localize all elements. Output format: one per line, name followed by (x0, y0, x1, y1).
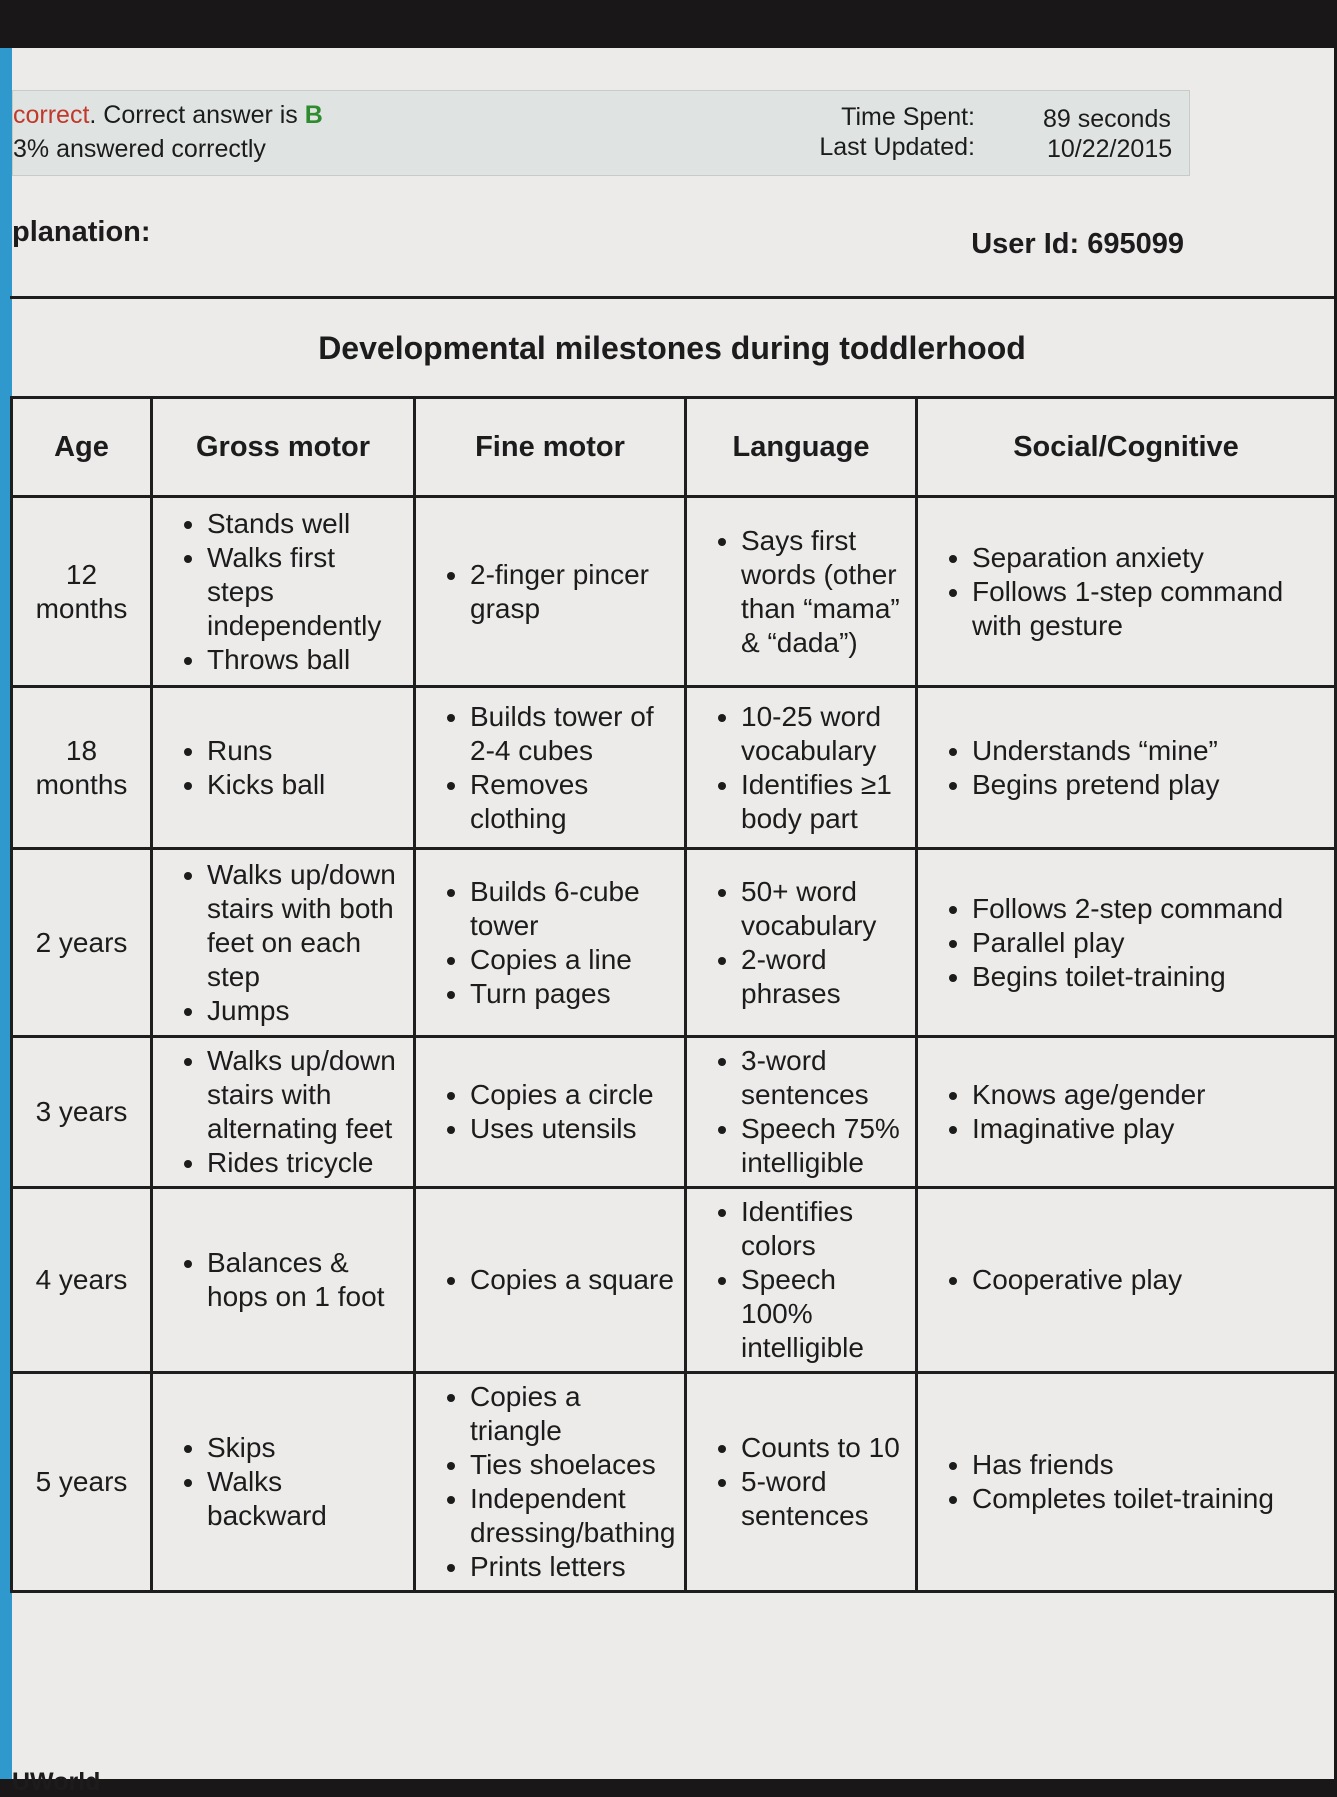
answer-result-bar (12, 90, 1190, 176)
social-cognitive-cell (917, 687, 1336, 849)
header-age: Age (12, 398, 152, 497)
correct-answer-text: . Correct answer is (89, 101, 305, 129)
milestone-item: • Follows 2-step command (972, 892, 1326, 926)
table-title: Developmental milestones during toddlerhood (318, 330, 1026, 366)
social-cognitive-cell (917, 849, 1336, 1037)
language-cell (686, 1188, 917, 1373)
gross-motor-cell (152, 1188, 415, 1373)
fine-motor-cell (415, 1037, 686, 1188)
last-updated-label: Last Updated: (819, 133, 975, 161)
age-cell: 12 months (12, 497, 152, 687)
milestone-item: • Walks up/down stairs with alternating feet (207, 1044, 405, 1146)
milestone-item: • Copies a square (470, 1263, 676, 1297)
language-cell (686, 1373, 917, 1592)
milestone-item: • Copies a triangle (470, 1380, 676, 1448)
explanation-page (0, 48, 1334, 1796)
social-cognitive-cell (917, 497, 1336, 687)
milestone-item: • Walks first steps independently (207, 541, 405, 643)
milestone-item: • Builds 6-cube tower (470, 875, 676, 943)
explanation-heading: planation: (12, 216, 151, 248)
milestone-item: • Parallel play (972, 926, 1326, 960)
milestone-list (434, 875, 676, 1011)
milestone-item: • Ties shoelaces (470, 1448, 676, 1482)
milestone-item: • Cooperative play (972, 1263, 1326, 1297)
milestone-item: • Begins toilet-training (972, 960, 1326, 994)
last-updated-value: 10/22/2015 (1047, 135, 1173, 163)
milestone-list (936, 734, 1326, 802)
milestone-item: • 50+ word vocabulary (741, 875, 907, 943)
milestone-list (936, 1448, 1326, 1516)
language-cell (686, 849, 917, 1037)
language-cell (686, 687, 917, 849)
milestone-list (434, 1380, 676, 1584)
fine-motor-cell (415, 1373, 686, 1592)
milestone-list (705, 875, 907, 1011)
milestone-item: • 2-finger pincer grasp (470, 558, 676, 626)
milestone-item: • Copies a circle (470, 1078, 676, 1112)
milestone-list (171, 1431, 405, 1533)
milestone-item: • Separation anxiety (972, 541, 1326, 575)
milestone-item: • Completes toilet-training (972, 1482, 1326, 1516)
milestone-item: • Rides tricycle (207, 1146, 405, 1180)
language-cell (686, 497, 917, 687)
milestone-item: • Begins pretend play (972, 768, 1326, 802)
social-cognitive-cell (917, 1188, 1336, 1373)
milestone-item: • Knows age/gender (972, 1078, 1326, 1112)
brand-logo-text: UWorld (12, 1768, 101, 1796)
milestone-list (171, 1246, 405, 1314)
milestone-item: • Turn pages (470, 977, 676, 1011)
milestone-list (936, 541, 1326, 643)
section-divider (10, 296, 1334, 299)
milestone-item: • Walks up/down stairs with both feet on each step (207, 858, 405, 994)
milestones-section (10, 296, 1334, 1779)
time-spent-value: 89 seconds (1043, 105, 1171, 133)
result-status: correct (13, 101, 90, 129)
milestone-item: • Throws ball (207, 643, 405, 677)
milestone-item: • Kicks ball (207, 768, 405, 802)
milestone-item: • Counts to 10 (741, 1431, 907, 1465)
milestones-table (10, 396, 1337, 1593)
milestone-list (705, 1195, 907, 1365)
milestone-item: • Identifies ≥1 body part (741, 768, 907, 836)
milestone-item: • Prints letters (470, 1550, 676, 1584)
milestone-item: • Skips (207, 1431, 405, 1465)
milestone-list (936, 1263, 1326, 1297)
milestone-item: • Jumps (207, 994, 405, 1028)
language-cell (686, 1037, 917, 1188)
milestone-item: • Says first words (other than “mama” & “dada”) (741, 524, 907, 660)
milestone-item: • Has friends (972, 1448, 1326, 1482)
correct-answer-letter: B (304, 101, 323, 129)
milestone-item: • Runs (207, 734, 405, 768)
milestone-item: • Builds tower of 2-4 cubes (470, 700, 676, 768)
milestone-list (434, 558, 676, 626)
gross-motor-cell (152, 497, 415, 687)
milestone-list (705, 700, 907, 836)
age-cell: 3 years (12, 1037, 152, 1188)
milestone-item: • Copies a line (470, 943, 676, 977)
header-social-cognitive: Social/Cognitive (917, 398, 1336, 497)
milestone-list (434, 1078, 676, 1146)
milestone-item: • Follows 1-step command with gesture (972, 575, 1326, 643)
milestone-list (434, 700, 676, 836)
milestone-item: • Uses utensils (470, 1112, 676, 1146)
gross-motor-cell (152, 687, 415, 849)
milestone-item: • Speech 75% intelligible (741, 1112, 907, 1180)
age-cell: 18 months (12, 687, 152, 849)
milestone-list (171, 734, 405, 802)
table-row (12, 1037, 1336, 1188)
time-spent-label: Time Spent: (841, 103, 975, 131)
milestone-list (171, 1044, 405, 1180)
social-cognitive-cell (917, 1373, 1336, 1592)
milestone-item: • 3-word sentences (741, 1044, 907, 1112)
milestone-item: • Balances & hops on 1 foot (207, 1246, 405, 1314)
milestone-list (936, 1078, 1326, 1146)
table-row (12, 687, 1336, 849)
milestone-list (171, 858, 405, 1028)
table-header-row (12, 398, 1336, 497)
fine-motor-cell (415, 497, 686, 687)
milestone-item: • Walks backward (207, 1465, 405, 1533)
milestone-item: • Removes clothing (470, 768, 676, 836)
gross-motor-cell (152, 1373, 415, 1592)
milestone-item: • Imaginative play (972, 1112, 1326, 1146)
milestone-item: • Identifies colors (741, 1195, 907, 1263)
header-language: Language (686, 398, 917, 497)
fine-motor-cell (415, 687, 686, 849)
user-id: User Id: 695099 (971, 228, 1184, 260)
table-row (12, 1188, 1336, 1373)
age-cell: 2 years (12, 849, 152, 1037)
milestone-list (705, 1044, 907, 1180)
milestone-item: • 10-25 word vocabulary (741, 700, 907, 768)
fine-motor-cell (415, 1188, 686, 1373)
milestone-list (705, 1431, 907, 1533)
age-cell: 4 years (12, 1188, 152, 1373)
milestone-list (705, 524, 907, 660)
fine-motor-cell (415, 849, 686, 1037)
header-fine-motor: Fine motor (415, 398, 686, 497)
milestone-item: • 5-word sentences (741, 1465, 907, 1533)
milestone-list (936, 892, 1326, 994)
milestone-list (171, 507, 405, 677)
table-row (12, 1373, 1336, 1592)
gross-motor-cell (152, 1037, 415, 1188)
table-body (12, 497, 1336, 1592)
table-row (12, 849, 1336, 1037)
milestone-item: • Speech 100% intelligible (741, 1263, 907, 1365)
milestone-item: • Stands well (207, 507, 405, 541)
percent-correct: 3% answered correctly (13, 135, 266, 163)
header-gross-motor: Gross motor (152, 398, 415, 497)
gross-motor-cell (152, 849, 415, 1037)
social-cognitive-cell (917, 1037, 1336, 1188)
milestone-item: • Independent dressing/bathing (470, 1482, 676, 1550)
milestone-list (434, 1263, 676, 1297)
milestone-item: • Understands “mine” (972, 734, 1326, 768)
age-cell: 5 years (12, 1373, 152, 1592)
milestone-item: • 2-word phrases (741, 943, 907, 1011)
table-row (12, 497, 1336, 687)
answer-result-line (13, 101, 323, 130)
